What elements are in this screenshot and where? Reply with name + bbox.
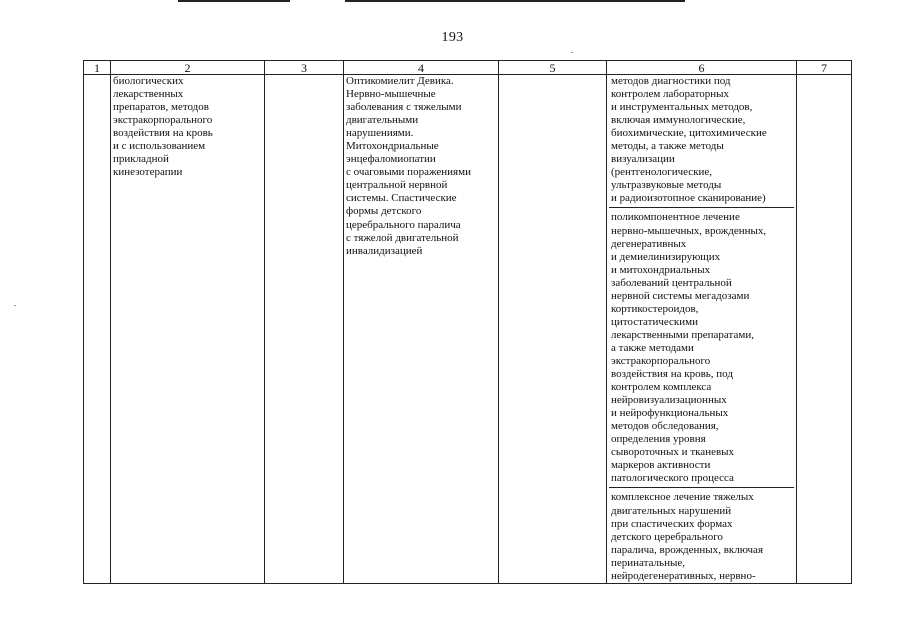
cell-col-6 xyxy=(607,75,797,584)
cell-text-line: и нейрофункциональных xyxy=(611,407,729,420)
cell-col-7 xyxy=(797,75,852,584)
scan-edge-line xyxy=(345,0,685,2)
scan-speck xyxy=(14,305,16,306)
cell-text-line: поликомпонентное лечение xyxy=(611,211,740,224)
cell-text-line: дегенеративных xyxy=(611,237,687,250)
cell-col-3 xyxy=(265,75,344,584)
cell-text-line: методов обследования, xyxy=(611,420,719,433)
cell-text-line: формы детского xyxy=(346,205,422,218)
cell-text-line: (рентгенологические, xyxy=(611,166,713,179)
cell-col-5 xyxy=(499,75,607,584)
cell-text-line: нервно-мышечных, врожденных, xyxy=(611,224,767,237)
cell-text-line: системы. Спастические xyxy=(346,192,457,205)
cell-text-line: прикладной xyxy=(113,153,169,166)
cell-text-line: церебрального паралича xyxy=(346,218,461,231)
column-header: 5 xyxy=(499,61,607,75)
cell-text-line: и с использованием xyxy=(113,140,206,153)
column-header: 2 xyxy=(111,61,265,75)
cell-text-line: лекарственными препаратами, xyxy=(611,328,754,341)
cell-col-2 xyxy=(111,75,265,584)
document-table xyxy=(83,60,852,584)
cell-text-line: детского церебрального xyxy=(611,530,723,543)
cell-text-line: заболевания с тяжелыми xyxy=(346,101,462,114)
scan-speck xyxy=(571,52,573,53)
cell-text-line: цитостатическими xyxy=(611,315,698,328)
cell-text-line: Нервно-мышечные xyxy=(346,88,436,101)
cell-text-line: а также методами xyxy=(611,341,694,354)
cell-text-line: методы, а также методы xyxy=(611,140,724,153)
cell-sub-block xyxy=(609,208,794,488)
cell-sub-block xyxy=(609,75,794,208)
cell-text-line: определения уровня xyxy=(611,433,706,446)
cell-text-line: центральной нервной xyxy=(346,179,448,192)
column-header: 6 xyxy=(607,61,797,75)
scan-edge-line xyxy=(178,0,290,2)
cell-text-line: включая иммунологические, xyxy=(611,114,746,127)
column-header: 1 xyxy=(84,61,111,75)
cell-text-line: энцефаломиопатии xyxy=(346,153,436,166)
cell-text-line: с тяжелой двигательной xyxy=(346,231,459,244)
cell-text-line: двигательных нарушений xyxy=(611,504,732,517)
cell-sub-block xyxy=(609,488,794,582)
cell-text-line: при спастических формах xyxy=(611,517,733,530)
cell-text-line: инвалидизацией xyxy=(346,244,423,257)
table-row xyxy=(84,75,852,584)
cell-text-line: Оптикомиелит Девика. xyxy=(346,75,454,87)
cell-text-line: паралича, врожденных, включая xyxy=(611,543,764,556)
cell-text-line: нарушениями. xyxy=(346,127,414,140)
cell-col-4 xyxy=(344,75,499,584)
cell-text-line: контролем лабораторных xyxy=(611,88,730,101)
cell-text-line: ультразвуковые методы xyxy=(611,179,722,192)
column-header: 3 xyxy=(265,61,344,75)
cell-text-line: экстракорпорального xyxy=(611,354,711,367)
cell-text-line: биологических xyxy=(113,75,184,87)
cell-text-line: нервной системы мегадозами xyxy=(611,289,750,302)
cell-text-line: патологического процесса xyxy=(611,472,734,485)
column-header: 4 xyxy=(344,61,499,75)
cell-text-line: методов диагностики под xyxy=(611,75,731,87)
cell-text-line: комплексное лечение тяжелых xyxy=(611,491,754,504)
cell-text-line: воздействия на кровь, под xyxy=(611,368,733,381)
cell-text-line: перинатальные, xyxy=(611,556,685,569)
cell-text-line: препаратов, методов xyxy=(113,101,209,114)
cell-text-line: экстракорпорального xyxy=(113,114,213,127)
cell-text-line: визуализации xyxy=(611,153,675,166)
cell-text-line: и митохондриальных xyxy=(611,263,711,276)
cell-text-line: биохимические, цитохимические xyxy=(611,127,767,140)
cell-text-line: контролем комплекса xyxy=(611,381,712,394)
cell-text-line: воздействия на кровь xyxy=(113,127,213,140)
cell-text-line: двигательными xyxy=(346,114,419,127)
cell-text-line: и инструментальных методов, xyxy=(611,101,753,114)
cell-text-line: Митохондриальные xyxy=(346,140,439,153)
page-number: 193 xyxy=(441,30,464,45)
column-header: 7 xyxy=(797,61,852,75)
cell-text-line: кортикостероидов, xyxy=(611,302,699,315)
cell-text-line: сывороточных и тканевых xyxy=(611,446,735,459)
cell-text-line: лекарственных xyxy=(113,88,184,101)
cell-text-line: кинезотерапии xyxy=(113,166,183,179)
cell-text-line: и радиоизотопное сканирование) xyxy=(611,192,766,205)
cell-text-line: маркеров активности xyxy=(611,459,711,472)
cell-text-line: и демиелинизирующих xyxy=(611,250,721,263)
cell-col-1 xyxy=(84,75,111,584)
cell-text-line: нейровизуализационных xyxy=(611,394,727,407)
cell-text-line: с очаговыми поражениями xyxy=(346,166,471,179)
cell-text-line: нейродегенеративных, нервно- xyxy=(611,569,756,582)
table-header-row xyxy=(84,61,852,75)
cell-text-line: заболеваний центральной xyxy=(611,276,732,289)
